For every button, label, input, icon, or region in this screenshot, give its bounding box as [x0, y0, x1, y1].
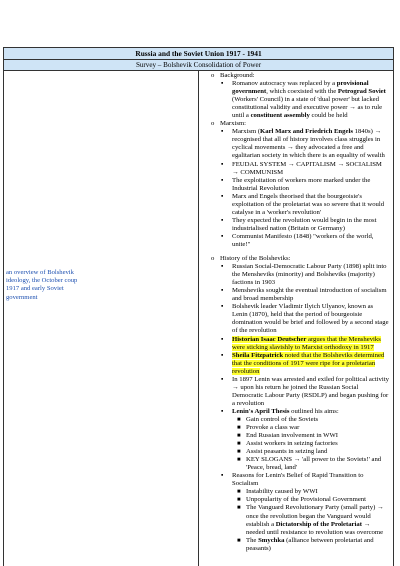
sub-list-item: ■ The Smychka (alliance between proletariat and peasants) — [237, 536, 374, 552]
sub-list-item: ■ The Vanguard Revolutionary Party (small party) → once the revolution began the Vanguard would establish a Dictatorship of the Proletariat → needed until resistance to revolution was overcome — [237, 504, 384, 536]
document-subtitle: Survey – Bolshevik Consolidation of Power — [4, 60, 394, 71]
bullet-o: o — [211, 72, 215, 79]
section-heading: Marxism: — [220, 120, 247, 128]
sub-list-item: ■ KEY SLOGANS → 'all power to the Soviets!' and 'Peace, bread, land' — [237, 456, 382, 472]
list-item: ▪ FEUDAL SYSTEM → CAPITALISM → SOCIALISM → COMMUNISM — [221, 160, 382, 176]
sub-list-item: ■ Unpopularity of the Provisional Government — [237, 496, 366, 504]
list-item: ▪ Marxism (Karl Marx and Friedrich Engels 1840s) → recognised that all of history involves class struggles in cyclical movements → they advocated a free and egalitarian society in which there is an equality of wealth — [221, 128, 385, 160]
sub-list-item: ■ Assist peasants in seizing land — [237, 448, 328, 456]
section-heading: Background: — [220, 72, 255, 79]
bullet-o: o — [211, 120, 215, 128]
bullet-o: o — [211, 255, 215, 263]
sub-list-item: ■ End Russian involvement in WWI — [237, 432, 339, 440]
list-item: ▪ In 1897 Lenin was arrested and exiled for political activity → upon his return he joined the Russian Social Democratic Labour Party (RSDLP) and began pushing for a revolution — [221, 375, 389, 407]
sub-list-item: ■ Instability caused by WWI — [237, 488, 318, 496]
sub-list-item: ■ Assist workers in seizing factories — [237, 440, 338, 448]
sub-list-item: ■ Gain control of the Soviets — [237, 415, 319, 423]
list-item-highlighted: ▪ Sheila Fitzpatrick noted that the Bolsheviks determined that the conditions of 1917 were ripe for a proletarian revolution — [221, 351, 385, 375]
list-item-highlighted: ▪ Historian Isaac Deutscher argues that the Mensheviks were sticking slavishly to Marxist orthodoxy in 1917 — [221, 335, 381, 351]
side-note: an overview of Bolshevik ideology, the October coup 1917 and early Soviet government — [6, 269, 78, 301]
document-title: Russia and the Soviet Union 1917 - 1941 — [4, 48, 394, 60]
list-item: ▪ Marx and Engels theorised that the bourgeoisie's exploitation of the proletariat was so severe that it would catalyse in a 'worker's revolution' — [221, 192, 385, 216]
list-item: ▪ Communist Manifesto (1848) "workers of the world, unite!" — [221, 232, 374, 248]
notes-content — [199, 71, 393, 566]
list-item: ▪ The exploitation of workers more marked under the Industrial Revolution — [221, 176, 371, 192]
section-heading: History of the Bolsheviks: — [220, 255, 291, 263]
notes-column — [199, 71, 394, 566]
section-marxism — [207, 120, 389, 128]
margin-column — [4, 71, 199, 566]
list-item: ▪ They expected the revolution would begin in the most industrialised nation (Britain or Germany) — [221, 216, 377, 232]
list-item: ▪ Russian Social-Democratic Labour Party (1898) split into the Mensheviks (minority) and Bolsheviks (majority) factions in 1903 — [221, 263, 387, 287]
list-item: ▪ Lenin's April Thesis outlined his aims: — [221, 407, 339, 415]
section-bolsheviks — [207, 255, 389, 263]
sub-list-item: ■ Provoke a class war — [237, 424, 300, 432]
section-background — [207, 72, 389, 80]
list-item: ▪ Reasons for Lenin's Belief of Rapid Transition to Socialism — [221, 472, 364, 488]
list-item: ▪ Romanov autocracy was replaced by a provisional government, which coexisted with the Petrograd Soviet (Workers' Council) in a state of 'dual power' but lacked constitutional validity and executive power → as to rule until a constituent assembly could be held — [221, 80, 386, 120]
list-item: ▪ Bolshevik leader Vladimir Ilyich Ulyanov, known as Lenin (1870), held that the period of bourgeoisie domination would be brief and followed by a second stage of the revolution — [221, 303, 389, 335]
notes-table — [3, 47, 394, 566]
list-item: ▪ Mensheviks sought the eventual introduction of socialism and broad membership — [221, 287, 387, 303]
